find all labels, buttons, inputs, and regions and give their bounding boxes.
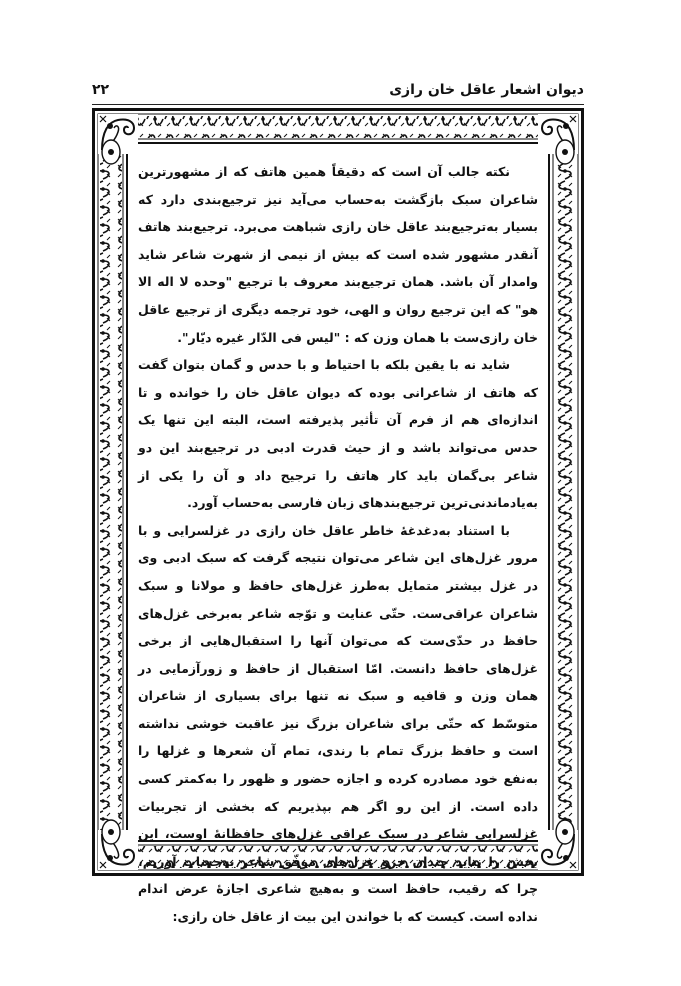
page-number: ۲۲ [92,82,110,98]
header-divider [92,104,584,105]
paragraph-3: با استناد به‌دغدغهٔ خاطر عاقل خان رازی در غزلسرایی و با مرور غزل‌های این شاعر می‌توان نتیجه گرفت که سبک ادبی وی در غزل بیشتر متمایل به‌طرز غزل‌های حافظ و مولانا و سبک شاعران عراقی‌ست. حتّی عنایت و توّجه شاعر به‌برخی غزل‌های حافظ در حدّی‌ست که می‌توان آنها را استقبال‌هایی از برخی غزل‌های حافظ دانست. امّا استقبال از حافظ و زورآزمایی در همان وزن و قافیه و سبک نه تنها برای بسیاری از شاعران متوسّط که حتّی برای شاعران بزرگ نیز عاقبت خوشی نداشته است و حافظ بزرگ تمام با رندی، تمام آن شعرها و غزلها را به‌نفع خود مصادره کرده و اجازه حضور و ظهور را به‌کمتر کسی داده است. از این رو اگر هم بپذیریم که بخشی از تجربیات غزلسرایی شاعر در سبک عراقی غزل‌های حافظانهٔ اوست، این بخش را نباید چندان جزو غزل‌های موفّق شاعر به‌حساب آوریم، چرا که رقیب، حافظ است و به‌هیچ شاعری اجازهٔ عرض اندام نداده است. کیست که با خواندن این بیت از عاقل خان رازی: [138,522,538,925]
paragraph-1: نکته جالب آن است که دقیقاً همین هاتف که از مشهورترین شاعران سبک بازگشت به‌حساب می‌آید نیز ترجیع‌بندی دارد که بسیار به‌ترجیع‌بند عاقل خان رازی شباهت می‌برد. ترجیع‌بند هاتف آنقدر مشهور شده است که بیش از نیمی از شهرت شاعر شاید وامدار آن باشد. همان ترجیع‌بند معروف با ترجیع "وحده لا اله الا هو" که این ترجیع روان و الهی، خود ترجمه دیگری از ترجیع عاقل خان رازی‌ست با همان وزن که : "لیس فی الدّار غیره دیّار". [138,164,538,345]
book-title: دیوان اشعار عاقل خان رازی [389,82,584,98]
page-header [92,82,584,104]
body-text [138,158,538,931]
paragraph-2: شاید نه با یقین بلکه با احتیاط و با حدس و گمان بتوان گفت که هاتف از شاعرانی بوده که دیوان عاقل خان را خوانده و تا اندازه‌ای هم از فرم آن تأثیر پذیرفته است، البته این تنها یک حدس می‌تواند باشد و از حیث قدرت ادبی در ترجیع‌بند این دو شاعر بی‌گمان باید کار هاتف را ترجیح داد و آن را یکی از به‌یادماندنی‌ترین ترجیع‌بندهای زبان فارسی به‌حساب آورد. [138,357,538,511]
